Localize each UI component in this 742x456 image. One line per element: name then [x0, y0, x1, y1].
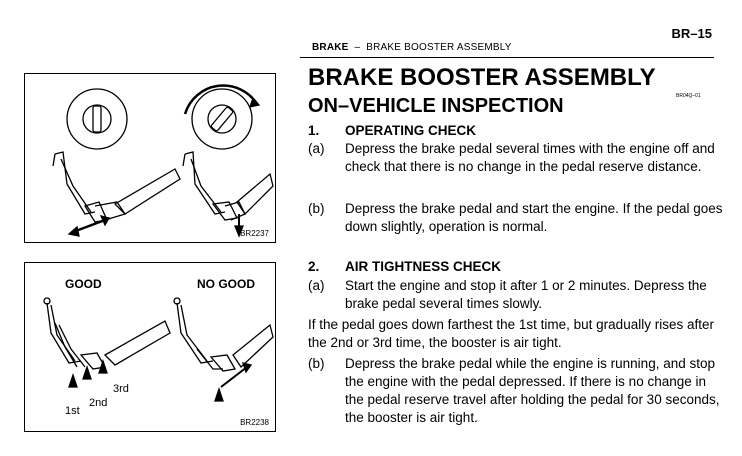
section-2-title: AIR TIGHTNESS CHECK: [345, 259, 502, 274]
section-1-item-a-text: Depress the brake pedal several times with the engine off and check that there is no change in the pedal reserve distance.: [345, 141, 715, 174]
header-rule: [300, 57, 714, 58]
leg-good: [105, 321, 170, 365]
figure-code: BR2238: [240, 418, 269, 427]
page-title: BRAKE BOOSTER ASSEMBLY: [308, 64, 656, 91]
section-1-title: OPERATING CHECK: [345, 123, 477, 138]
operating-check-illustration: [25, 74, 275, 242]
figure-code: BR2237: [240, 229, 269, 238]
section-1-item-a-mark: (a): [308, 141, 325, 156]
section-1-item-b-mark: (b): [308, 201, 325, 216]
section-2-item-b-mark: (b): [308, 356, 325, 371]
section-2-note: If the pedal goes down farthest the 1st time, but gradually rises after the 2nd or 3rd time, the booster is air tight.: [308, 317, 714, 350]
page-subtitle: ON–VEHICLE INSPECTION: [308, 95, 564, 117]
label-no-good: NO GOOD: [197, 277, 256, 291]
section-1-item-b-text: Depress the brake pedal and start the engine. If the pedal goes down slightly, operation is normal.: [345, 201, 723, 234]
running-header: [312, 42, 512, 53]
label-3rd: 3rd: [113, 383, 129, 395]
label-good: GOOD: [65, 277, 102, 291]
running-header-topic: BRAKE BOOSTER ASSEMBLY: [366, 42, 512, 53]
running-header-dash: –: [354, 42, 361, 53]
figure-operating-check: [24, 73, 276, 243]
leg-left: [115, 169, 180, 214]
section-1-number: 1.: [308, 123, 320, 138]
section-2-item-a-text: Start the engine and stop it after 1 or 2 minutes. Depress the brake pedal several times slowly.: [345, 278, 707, 311]
page-number: BR–15: [671, 26, 712, 41]
ignition-switch-left: [67, 89, 127, 149]
section-2-number: 2.: [308, 259, 320, 274]
figure-air-tightness-check: [24, 262, 276, 432]
brake-pedal-right: [185, 152, 225, 214]
leg-no-good: [233, 325, 273, 367]
section-2-item-a-mark: (a): [308, 278, 325, 293]
ignition-switch-right: [192, 89, 252, 149]
title-code: BR04Q–01: [676, 93, 701, 99]
section-2-item-b-text: Depress the brake pedal while the engine is running, and stop the engine with the pedal depressed. If there is no change in the pedal reserve travel after holding the pedal for 30 seconds, the booster is air tight.: [345, 356, 720, 425]
running-header-chapter: BRAKE: [312, 42, 349, 53]
label-1st: 1st: [65, 405, 80, 417]
label-2nd: 2nd: [89, 397, 108, 409]
